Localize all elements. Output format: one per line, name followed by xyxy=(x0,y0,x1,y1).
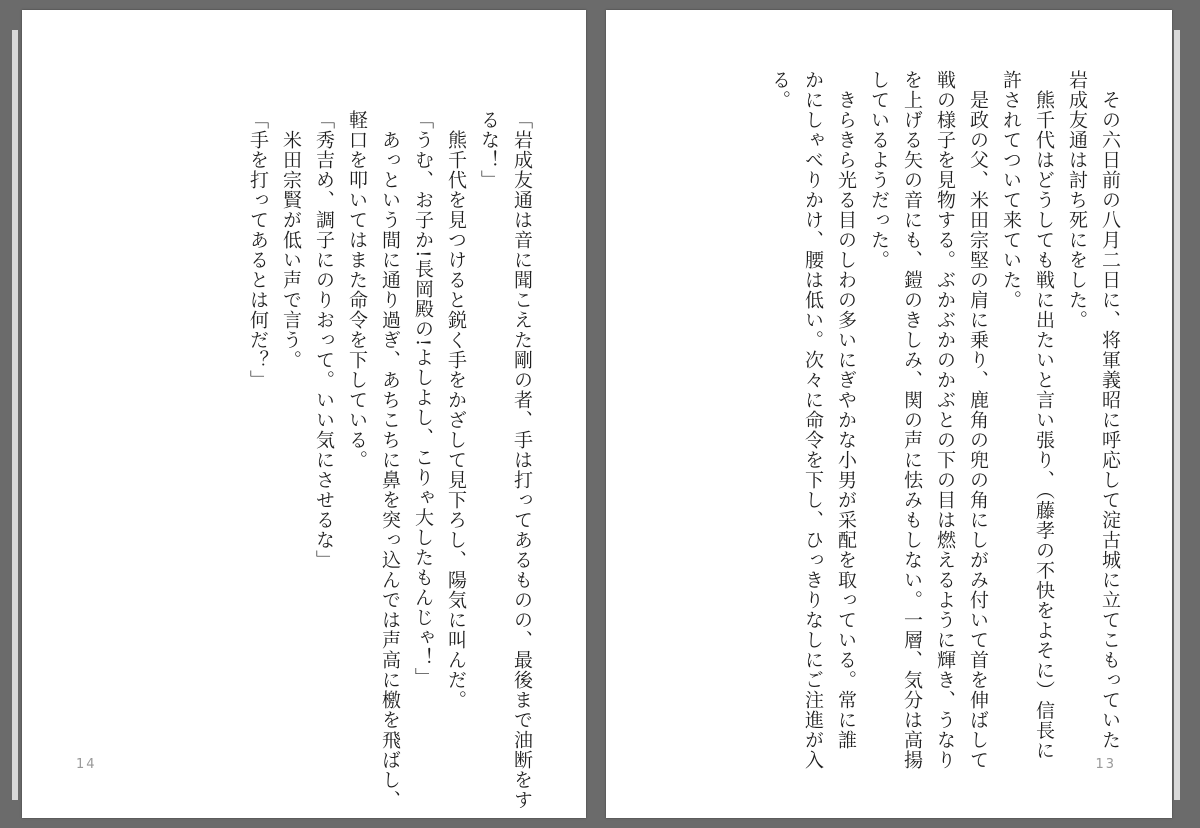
page-number: 14 xyxy=(76,757,97,772)
text-line: 「うむ、お子か!長岡殿の!よしよし、こりゃ大したもんじゃ！」 xyxy=(412,110,434,688)
text-line: 「手を打ってあるとは何だ？」 xyxy=(247,110,269,390)
text-line: 熊千代はどうしても戦に出たいと言い張り、（藤孝の不快をよそに）信長に xyxy=(1033,70,1055,761)
text-line: 戦の様子を見物する。ぶかぶかのかぶとの下の目は燃えるように輝き、うなり xyxy=(934,70,956,770)
text-line: その六日前の八月二日に、将軍義昭に呼応して淀古城に立てこもっていた xyxy=(1099,70,1121,750)
text-line: 「岩成友通は音に聞こえた剛の者、手は打ってあるものの、最後まで油断をす xyxy=(511,110,533,810)
page-number: 13 xyxy=(1095,757,1116,772)
right-page xyxy=(606,10,1172,818)
text-line: きらきら光る目のしわの多いにぎやかな小男が采配を取っている。常に誰 xyxy=(835,70,857,750)
text-line: を上げる矢の音にも、鎧のきしみ、関の声に怯みもしない。一層、気分は高揚 xyxy=(901,70,923,770)
text-line: 「秀吉め、調子にのりおって。いい気にさせるな」 xyxy=(313,110,335,570)
left-page xyxy=(22,10,586,818)
text-line: 米田宗賢が低い声で言う。 xyxy=(280,110,302,370)
text-line: 是政の父、米田宗堅の肩に乗り、鹿角の兜の角にしがみ付いて首を伸ばして xyxy=(967,70,989,770)
text-line: 軽口を叩いてはまた命令を下している。 xyxy=(346,110,368,470)
text-line: る。 xyxy=(769,70,791,110)
text-line: 岩成友通は討ち死にをした。 xyxy=(1066,70,1088,330)
left-page-text xyxy=(241,110,538,810)
left-page-edge xyxy=(12,30,18,800)
text-line: 熊千代を見つけると鋭く手をかざして見下ろし、陽気に叫んだ。 xyxy=(445,110,467,710)
right-page-edge xyxy=(1174,30,1180,800)
text-line: るな！」 xyxy=(478,110,500,190)
text-line: かにしゃべりかけ、腰は低い。次々に命令を下し、ひっきりなしにご注進が入 xyxy=(802,70,824,770)
text-line: あっという間に通り過ぎ、あちこちに鼻を突っ込んでは声高に檄を飛ばし、 xyxy=(379,110,401,810)
text-line: しているようだった。 xyxy=(868,70,890,270)
text-line: 許されてついて来ていた。 xyxy=(1000,70,1022,310)
